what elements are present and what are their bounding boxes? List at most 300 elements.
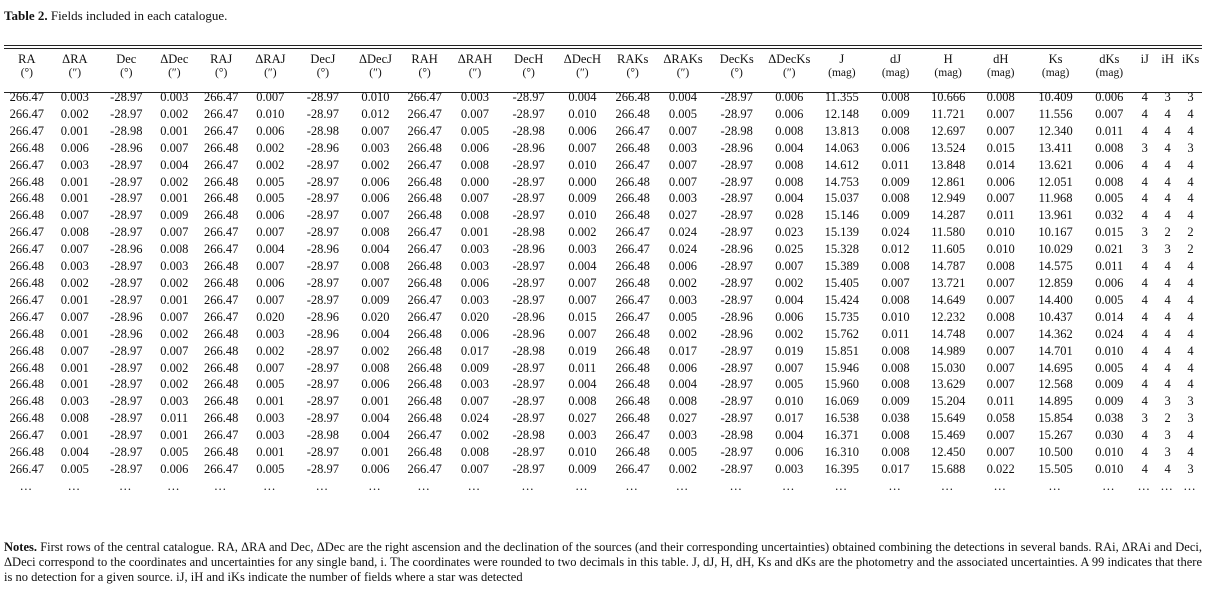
table-cell: 10.029 <box>1038 242 1073 257</box>
ellipsis-cell: … <box>675 478 691 493</box>
table-cell: -28.97 <box>110 191 143 206</box>
table-cell: 12.697 <box>930 123 966 138</box>
table-cell: 3 <box>1187 461 1194 476</box>
table-cell: 14.287 <box>930 208 966 223</box>
table-cell: -28.98 <box>512 225 545 240</box>
table-cell: 0.025 <box>775 242 804 257</box>
table-cell: 0.002 <box>361 157 390 172</box>
table-cell: 12.861 <box>930 174 966 189</box>
table-cell: 4 <box>1141 428 1148 443</box>
column-unit: (mag) <box>828 66 856 79</box>
table-cell: 0.006 <box>460 326 489 341</box>
table-cell: 0.004 <box>361 326 390 341</box>
table-cell: 0.006 <box>1095 157 1124 172</box>
table-body <box>4 80 1202 495</box>
table-cell: 0.006 <box>460 275 489 290</box>
table-cell: 0.024 <box>881 225 910 240</box>
table-cell: 0.009 <box>568 461 597 476</box>
table-cell: 0.006 <box>460 140 489 155</box>
table-cell: 15.424 <box>824 292 860 307</box>
table-cell: 0.008 <box>881 360 910 375</box>
table-cell: 266.47 <box>203 123 239 138</box>
table-cell: -28.97 <box>512 411 545 426</box>
table-cell: 4 <box>1164 208 1171 223</box>
table-cell: 0.001 <box>256 445 285 460</box>
table-cell: 266.48 <box>615 343 650 358</box>
table-cell: 0.007 <box>361 208 390 223</box>
table-cell: -28.97 <box>720 461 753 476</box>
table-cell: -28.97 <box>720 394 753 409</box>
ellipsis-cell: … <box>782 478 797 493</box>
table-cell: -28.97 <box>306 157 340 172</box>
table-cell: -28.97 <box>720 259 753 274</box>
table-cell: 0.004 <box>60 445 89 460</box>
table-cell: 266.47 <box>615 123 650 138</box>
table-cell: 266.48 <box>407 394 442 409</box>
table-row <box>4 174 1202 191</box>
ellipsis-cell: … <box>119 478 134 493</box>
column-unit: (mag) <box>934 66 962 79</box>
table-cell: -28.97 <box>306 90 340 104</box>
table-cell: -28.96 <box>110 309 143 324</box>
table-cell: 0.006 <box>775 445 804 460</box>
table-cell: 14.575 <box>1038 259 1073 274</box>
table-cell: 2 <box>1187 242 1194 257</box>
table-cell: 266.48 <box>9 275 45 290</box>
table-cell: 0.011 <box>160 411 189 426</box>
ellipsis-cell: … <box>368 478 383 493</box>
table-cell: 266.48 <box>203 394 239 409</box>
table-cell: 0.006 <box>775 106 804 121</box>
table-cell: 4 <box>1141 343 1148 358</box>
table-cell: 0.007 <box>568 275 597 290</box>
table-cell: 266.48 <box>615 326 650 341</box>
ellipsis-cell: … <box>1048 478 1063 493</box>
table-cell: 12.949 <box>930 191 966 206</box>
table-cell: 0.002 <box>60 275 89 290</box>
table-cell: 0.001 <box>160 428 189 443</box>
table-row <box>4 123 1202 140</box>
table-cell: 4 <box>1187 174 1194 189</box>
column-header: DecJ <box>310 53 336 66</box>
table-cell: 266.48 <box>9 343 45 358</box>
table-cell: 16.538 <box>824 411 860 426</box>
table-cell: 15.469 <box>930 428 966 443</box>
table-cell: 0.010 <box>568 157 597 172</box>
table-cell: 0.007 <box>986 292 1015 307</box>
table-cell: 3 <box>1141 225 1148 240</box>
table-cell: -28.97 <box>512 394 545 409</box>
column-header: iKs <box>1181 53 1200 66</box>
table-cell: 0.003 <box>460 90 489 104</box>
table-cell: 0.006 <box>256 123 285 138</box>
table-cell: 11.968 <box>1038 191 1073 206</box>
table-cell: 266.47 <box>203 242 239 257</box>
table-cell: 0.006 <box>361 191 390 206</box>
table-cell: 4 <box>1187 275 1194 290</box>
table-cell: 0.007 <box>256 259 285 274</box>
table-cell: 266.47 <box>615 292 650 307</box>
table-cell: 0.006 <box>775 90 804 104</box>
table-cell: 266.47 <box>9 309 45 324</box>
table-cell: 15.139 <box>824 225 860 240</box>
table-cell: -28.96 <box>512 326 545 341</box>
table-cell: 15.328 <box>824 242 860 257</box>
table-row <box>4 376 1202 393</box>
table-cell: 0.007 <box>568 140 597 155</box>
table-cell: 266.48 <box>407 174 442 189</box>
table-cell: 0.006 <box>668 360 698 375</box>
table-cell: 0.024 <box>1095 326 1124 341</box>
table-cell: 15.389 <box>824 259 860 274</box>
table-cell: -28.96 <box>306 326 340 341</box>
table-cell: 3 <box>1164 394 1171 409</box>
table-cell: 13.524 <box>930 140 966 155</box>
table-cell: 0.003 <box>568 428 597 443</box>
table-cell: -28.97 <box>110 394 143 409</box>
table-row <box>4 89 1202 106</box>
table-cell: 14.895 <box>1038 394 1073 409</box>
table-cell: -28.96 <box>720 242 753 257</box>
table-cell: 0.015 <box>568 309 597 324</box>
table-cell: 12.051 <box>1038 174 1073 189</box>
table-cell: 0.002 <box>160 275 189 290</box>
table-cell: 15.688 <box>930 461 966 476</box>
table-cell: 0.010 <box>1095 343 1124 358</box>
table-cell: 0.030 <box>1095 428 1124 443</box>
table-cell: 266.47 <box>615 309 650 324</box>
table-cell: 0.009 <box>568 191 597 206</box>
table-cell: 0.004 <box>568 259 597 274</box>
table-cell: 4 <box>1164 309 1171 324</box>
table-cell: -28.98 <box>110 123 143 138</box>
table-cell: 0.008 <box>881 445 910 460</box>
table-cell: 0.005 <box>256 174 285 189</box>
table-cell: -28.97 <box>110 360 143 375</box>
table-cell: 0.001 <box>60 191 89 206</box>
table-cell: 0.004 <box>775 292 804 307</box>
table-cell: 0.007 <box>256 90 285 104</box>
table-cell: 0.007 <box>986 191 1015 206</box>
table-cell: 266.47 <box>407 461 442 476</box>
table-cell: 3 <box>1141 242 1148 257</box>
column-header: ΔDecJ <box>358 53 392 66</box>
table-cell: 4 <box>1141 90 1148 104</box>
table-cell: 15.037 <box>824 191 860 206</box>
table-cell: -28.97 <box>306 208 340 223</box>
column-unit: (″) <box>68 66 82 79</box>
table-cell: 266.48 <box>9 174 45 189</box>
table-cell: 3 <box>1187 394 1194 409</box>
table-cell: 0.005 <box>668 309 698 324</box>
table-cell: 0.002 <box>256 343 285 358</box>
table-cell: 0.001 <box>160 191 189 206</box>
table-cell: 266.48 <box>203 377 239 392</box>
table-cell: -28.97 <box>110 461 143 476</box>
table-cell: -28.97 <box>110 445 143 460</box>
column-unit: (mag) <box>1095 66 1124 79</box>
table-cell: 0.008 <box>986 309 1015 324</box>
table-cell: 3 <box>1164 242 1171 257</box>
table-cell: 4 <box>1164 191 1171 206</box>
table-cell: -28.96 <box>720 326 753 341</box>
table-cell: 0.011 <box>881 326 910 341</box>
table-row <box>4 444 1202 461</box>
column-unit: (″) <box>168 66 181 79</box>
table-cell: 0.012 <box>361 106 390 121</box>
table-cell: 266.47 <box>615 225 650 240</box>
table-cell: 266.47 <box>9 242 45 257</box>
table-cell: 0.010 <box>256 106 285 121</box>
ellipsis-cell: … <box>993 478 1008 493</box>
ellipsis-cell: … <box>263 478 278 493</box>
column-units-row <box>4 67 1202 81</box>
table-row <box>4 106 1202 123</box>
table-cell: 0.009 <box>881 106 910 121</box>
notes-label: Notes. <box>4 540 37 554</box>
catalogue-table <box>4 53 1202 495</box>
table-row <box>4 140 1202 157</box>
table-cell: 266.47 <box>203 225 239 240</box>
table-cell: 266.48 <box>9 191 45 206</box>
column-header: RA <box>18 53 36 66</box>
table-cell: -28.98 <box>512 123 545 138</box>
column-unit: (″) <box>369 66 382 79</box>
table-cell: 0.007 <box>986 428 1015 443</box>
table-cell: 4 <box>1141 174 1148 189</box>
table-cell: 0.001 <box>60 326 89 341</box>
table-cell: 0.004 <box>568 90 597 104</box>
table-cell: 0.007 <box>668 174 698 189</box>
table-cell: 3 <box>1164 445 1171 460</box>
notes-text: First rows of the central catalogue. RA, ΔRA and Dec, ΔDec are the right ascension and the declination of the sources (and their corresponding uncertainties) obtained combining the detections in several bands. RAi, ΔRAi and Deci, ΔDeci correspond to the coordinates and uncertainties for any single band, i. The coordinates were rounded to two decimals in this table. J, dJ, H, dH, Ks and dKs are the photometry and the associated uncertainties. A 99 indicates that there is no detection for a given source. iJ, iH and iKs indicate the number of fields where a star was detected <box>4 540 1202 584</box>
table-cell: 266.47 <box>615 157 650 172</box>
table-cell: 0.003 <box>60 157 89 172</box>
table-cell: 0.004 <box>568 377 597 392</box>
table-cell: 4 <box>1164 259 1171 274</box>
table-cell: 4 <box>1164 326 1171 341</box>
table-row <box>4 360 1202 377</box>
table-cell: 0.005 <box>160 445 189 460</box>
column-unit: (″) <box>783 66 796 79</box>
table-row <box>4 309 1202 326</box>
table-cell: -28.97 <box>110 174 143 189</box>
table-cell: 0.007 <box>986 445 1015 460</box>
table-cell: 0.011 <box>1095 259 1124 274</box>
table-cell: -28.97 <box>720 275 753 290</box>
table-cell: 266.47 <box>9 157 45 172</box>
table-cell: 11.355 <box>824 90 859 104</box>
ellipsis-row <box>4 478 1202 495</box>
table-cell: 266.47 <box>9 106 45 121</box>
ellipsis-cell: … <box>940 478 956 493</box>
table-cell: 14.400 <box>1038 292 1073 307</box>
table-cell: 0.019 <box>568 343 597 358</box>
table-row <box>4 326 1202 343</box>
ellipsis-cell: … <box>19 478 35 493</box>
table-cell: 0.004 <box>775 191 804 206</box>
table-cell: 266.48 <box>407 411 442 426</box>
table-cell: 16.310 <box>824 445 860 460</box>
column-header: Ks <box>1048 53 1063 66</box>
table-cell: 0.020 <box>460 309 489 324</box>
table-cell: 266.47 <box>9 90 45 104</box>
table-cell: 0.001 <box>460 225 489 240</box>
table-cell: 15.204 <box>930 394 966 409</box>
table-cell: 0.010 <box>881 309 910 324</box>
table-cell: 0.003 <box>460 292 489 307</box>
table-cell: -28.97 <box>306 225 340 240</box>
table-cell: 0.001 <box>361 394 390 409</box>
table-cell: 0.020 <box>361 309 390 324</box>
table-cell: -28.98 <box>720 428 753 443</box>
table-cell: 3 <box>1187 411 1194 426</box>
table-cell: 2 <box>1187 225 1194 240</box>
table-cell: -28.96 <box>720 140 753 155</box>
table-cell: 0.005 <box>460 123 489 138</box>
table-cell: 0.007 <box>256 292 285 307</box>
column-header: ΔDecH <box>563 53 601 66</box>
table-cell: -28.97 <box>110 275 143 290</box>
table-cell: 0.008 <box>1095 140 1124 155</box>
table-row <box>4 275 1202 292</box>
column-unit <box>1179 67 1202 81</box>
table-cell: -28.97 <box>306 106 340 121</box>
table-cell: -28.97 <box>512 445 545 460</box>
table-cell: 0.007 <box>460 191 489 206</box>
table-cell: 4 <box>1164 275 1171 290</box>
table-cell: 0.005 <box>1095 360 1124 375</box>
table-cell: 0.003 <box>60 394 89 409</box>
table-cell: -28.97 <box>110 208 143 223</box>
table-cell: 0.014 <box>986 157 1015 172</box>
column-unit: (″) <box>676 66 690 79</box>
table-cell: 0.006 <box>775 309 804 324</box>
table-cell: 4 <box>1187 343 1194 358</box>
table-cell: 3 <box>1187 90 1194 104</box>
table-cell: 0.007 <box>460 394 489 409</box>
table-cell: 0.003 <box>160 90 189 104</box>
table-cell: 0.009 <box>881 208 910 223</box>
table-cell: 266.47 <box>203 428 239 443</box>
table-cell: 4 <box>1187 191 1194 206</box>
table-cell: 0.003 <box>256 411 285 426</box>
ellipsis-cell: … <box>167 478 182 493</box>
table-cell: 0.005 <box>775 377 804 392</box>
table-cell: -28.97 <box>110 157 143 172</box>
table-cell: 0.007 <box>1095 106 1124 121</box>
table-cell: 0.058 <box>986 411 1015 426</box>
table-cell: 266.48 <box>407 208 442 223</box>
table-cell: -28.97 <box>512 275 545 290</box>
column-header: Dec <box>116 53 137 66</box>
table-cell: 0.011 <box>568 360 597 375</box>
column-header: ΔDecKs <box>768 53 811 66</box>
table-cell: 0.011 <box>881 157 910 172</box>
table-cell: 0.009 <box>1095 377 1124 392</box>
table-cell: 0.007 <box>668 123 698 138</box>
table-cell: 15.762 <box>824 326 860 341</box>
table-cell: -28.96 <box>306 140 340 155</box>
table-cell: 0.009 <box>881 394 910 409</box>
ellipsis-cell: … <box>1160 478 1175 493</box>
table-cell: 0.007 <box>775 360 804 375</box>
table-cell: 14.989 <box>930 343 966 358</box>
table-cell: 0.008 <box>1095 174 1124 189</box>
table-cell: 0.000 <box>460 174 489 189</box>
table-cell: 266.48 <box>407 326 442 341</box>
top-rule <box>4 45 1202 46</box>
table-cell: 266.48 <box>615 394 650 409</box>
table-cell: 266.48 <box>9 445 45 460</box>
table-cell: 266.48 <box>203 360 239 375</box>
table-cell: 13.848 <box>930 157 966 172</box>
table-cell: 0.007 <box>460 106 489 121</box>
table-cell: 266.47 <box>407 309 442 324</box>
table-cell: -28.97 <box>110 411 143 426</box>
column-unit: (°) <box>20 66 33 79</box>
table-cell: 0.010 <box>775 394 804 409</box>
table-cell: 0.005 <box>668 445 698 460</box>
table-cell: 0.006 <box>361 377 390 392</box>
table-cell: 4 <box>1141 461 1148 476</box>
table-cell: 266.48 <box>203 191 239 206</box>
column-header: dKs <box>1099 53 1120 66</box>
table-row <box>4 157 1202 174</box>
table-cell: 15.946 <box>824 360 860 375</box>
table-cell: 0.002 <box>256 157 285 172</box>
table-cell: 4 <box>1141 309 1148 324</box>
table-cell: 266.47 <box>203 292 239 307</box>
table-cell: 0.007 <box>986 275 1015 290</box>
table-cell: 4 <box>1141 259 1148 274</box>
table-cell: 0.004 <box>361 242 390 257</box>
table-cell: -28.97 <box>306 259 340 274</box>
table-cell: 0.001 <box>60 292 89 307</box>
table-cell: 0.002 <box>775 326 804 341</box>
table-cell: 0.017 <box>775 411 804 426</box>
table-cell: 12.340 <box>1038 123 1073 138</box>
table-cell: -28.97 <box>306 394 340 409</box>
table-cell: -28.97 <box>306 445 340 460</box>
table-cell: 266.47 <box>407 123 442 138</box>
column-header: ΔDec <box>160 53 189 66</box>
table-cell: 0.007 <box>881 275 910 290</box>
table-cell: 0.002 <box>160 174 189 189</box>
table-cell: 0.007 <box>60 242 89 257</box>
table-cell: 0.002 <box>256 140 285 155</box>
table-cell: -28.97 <box>306 174 340 189</box>
column-header: RAH <box>411 53 438 66</box>
table-cell: 0.003 <box>668 428 698 443</box>
column-unit: (°) <box>120 66 133 79</box>
table-cell: 0.024 <box>460 411 489 426</box>
table-cell: 0.003 <box>668 191 698 206</box>
table-cell: 0.009 <box>881 174 910 189</box>
table-cell: 0.004 <box>775 140 804 155</box>
table-cell: 4 <box>1187 360 1194 375</box>
table-cell: 266.48 <box>407 360 442 375</box>
table-cell: 0.007 <box>160 140 189 155</box>
table-cell: 4 <box>1141 157 1148 172</box>
column-unit: (″) <box>264 66 277 79</box>
table-cell: 0.006 <box>881 140 910 155</box>
table-cell: -28.97 <box>110 259 143 274</box>
ellipsis-cell: … <box>1102 478 1117 493</box>
column-header: ΔRAJ <box>255 53 286 66</box>
table-cell: 0.027 <box>568 411 597 426</box>
table-cell: 12.568 <box>1038 377 1073 392</box>
